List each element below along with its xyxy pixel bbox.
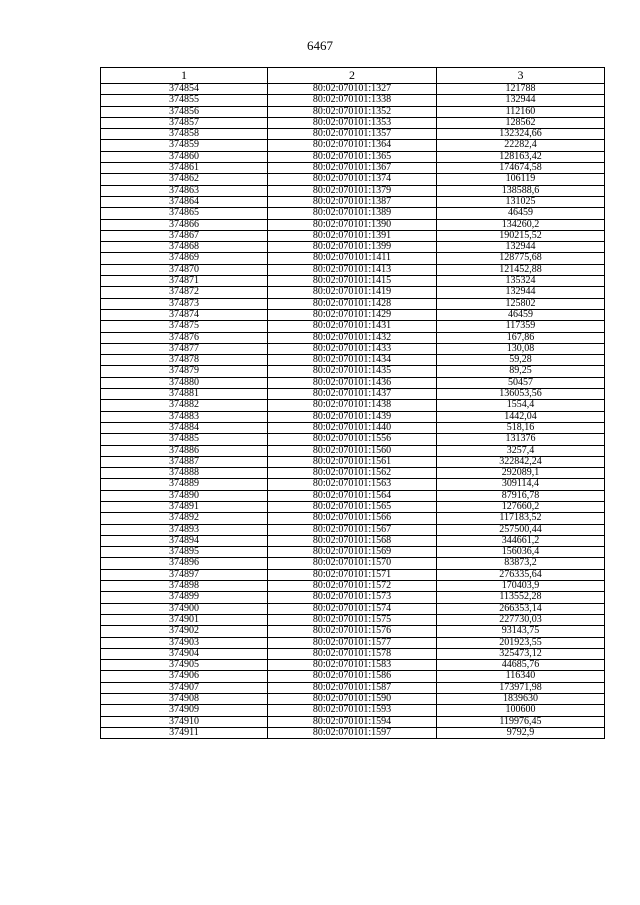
- row-number-cell: 374856: [101, 106, 268, 117]
- value-cell: 121788: [437, 84, 605, 95]
- cadastral-number-cell: 80:02:070101:1438: [268, 400, 437, 411]
- page-number: 6467: [307, 38, 333, 53]
- value-cell: 227730,03: [437, 614, 605, 625]
- row-number-cell: 374888: [101, 468, 268, 479]
- cadastral-number-cell: 80:02:070101:1390: [268, 219, 437, 230]
- row-number-cell: 374901: [101, 614, 268, 625]
- value-cell: 292089,1: [437, 468, 605, 479]
- row-number-cell: 374902: [101, 626, 268, 637]
- cadastral-number-cell: 80:02:070101:1565: [268, 501, 437, 512]
- value-cell: 276335,64: [437, 569, 605, 580]
- table-row: [101, 694, 605, 705]
- table-header: [101, 68, 605, 84]
- table-row: [101, 479, 605, 490]
- row-number-cell: 374890: [101, 490, 268, 501]
- value-cell: 22282,4: [437, 140, 605, 151]
- cadastral-number-cell: 80:02:070101:1431: [268, 321, 437, 332]
- row-number-cell: 374871: [101, 276, 268, 287]
- table-row: [101, 501, 605, 512]
- table-row: [101, 524, 605, 535]
- table-row: [101, 208, 605, 219]
- value-cell: 344661,2: [437, 535, 605, 546]
- row-number-cell: 374908: [101, 694, 268, 705]
- row-number-cell: 374855: [101, 95, 268, 106]
- table-row: [101, 422, 605, 433]
- cadastral-number-cell: 80:02:070101:1435: [268, 366, 437, 377]
- value-cell: 190215,52: [437, 230, 605, 241]
- table-row: [101, 163, 605, 174]
- cadastral-number-cell: 80:02:070101:1357: [268, 129, 437, 140]
- cadastral-number-cell: 80:02:070101:1327: [268, 84, 437, 95]
- table-row: [101, 547, 605, 558]
- cadastral-number-cell: 80:02:070101:1419: [268, 287, 437, 298]
- value-cell: 127660,2: [437, 501, 605, 512]
- row-number-cell: 374862: [101, 174, 268, 185]
- row-number-cell: 374877: [101, 343, 268, 354]
- value-cell: 89,25: [437, 366, 605, 377]
- cadastral-number-cell: 80:02:070101:1564: [268, 490, 437, 501]
- value-cell: 132324,66: [437, 129, 605, 140]
- table-row: [101, 253, 605, 264]
- row-number-cell: 374882: [101, 400, 268, 411]
- value-cell: 3257,4: [437, 445, 605, 456]
- value-cell: 156036,4: [437, 547, 605, 558]
- table-row: [101, 727, 605, 738]
- row-number-cell: 374878: [101, 355, 268, 366]
- table-row: [101, 716, 605, 727]
- cadastral-number-cell: 80:02:070101:1387: [268, 196, 437, 207]
- table-row: [101, 95, 605, 106]
- row-number-cell: 374904: [101, 648, 268, 659]
- row-number-cell: 374881: [101, 389, 268, 400]
- row-number-cell: 374906: [101, 671, 268, 682]
- table-row: [101, 671, 605, 682]
- value-cell: 121452,88: [437, 264, 605, 275]
- table-row: [101, 603, 605, 614]
- table-row: [101, 230, 605, 241]
- row-number-cell: 374889: [101, 479, 268, 490]
- value-cell: 170403,9: [437, 581, 605, 592]
- table-row: [101, 196, 605, 207]
- table-row: [101, 117, 605, 128]
- table-row: [101, 355, 605, 366]
- value-cell: 46459: [437, 208, 605, 219]
- value-cell: 87916,78: [437, 490, 605, 501]
- row-number-cell: 374893: [101, 524, 268, 535]
- cadastral-number-cell: 80:02:070101:1415: [268, 276, 437, 287]
- table-row: [101, 276, 605, 287]
- value-cell: 131376: [437, 434, 605, 445]
- cadastral-number-cell: 80:02:070101:1590: [268, 694, 437, 705]
- table-row: [101, 558, 605, 569]
- table-row: [101, 140, 605, 151]
- row-number-cell: 374880: [101, 377, 268, 388]
- row-number-cell: 374872: [101, 287, 268, 298]
- row-number-cell: 374869: [101, 253, 268, 264]
- row-number-cell: 374859: [101, 140, 268, 151]
- value-cell: 322842,24: [437, 456, 605, 467]
- value-cell: 113552,28: [437, 592, 605, 603]
- cadastral-number-cell: 80:02:070101:1569: [268, 547, 437, 558]
- row-number-cell: 374865: [101, 208, 268, 219]
- cadastral-number-cell: 80:02:070101:1562: [268, 468, 437, 479]
- value-cell: 131025: [437, 196, 605, 207]
- value-cell: 135324: [437, 276, 605, 287]
- cadastral-number-cell: 80:02:070101:1433: [268, 343, 437, 354]
- cadastral-number-cell: 80:02:070101:1593: [268, 705, 437, 716]
- row-number-cell: 374886: [101, 445, 268, 456]
- cadastral-number-cell: 80:02:070101:1560: [268, 445, 437, 456]
- cadastral-number-cell: 80:02:070101:1567: [268, 524, 437, 535]
- table-row: [101, 309, 605, 320]
- table-row: [101, 660, 605, 671]
- value-cell: 1442,04: [437, 411, 605, 422]
- row-number-cell: 374898: [101, 581, 268, 592]
- cadastral-number-cell: 80:02:070101:1439: [268, 411, 437, 422]
- table-body: [101, 84, 605, 739]
- cadastral-number-cell: 80:02:070101:1353: [268, 117, 437, 128]
- row-number-cell: 374867: [101, 230, 268, 241]
- header-row: [101, 68, 605, 84]
- value-cell: 59,28: [437, 355, 605, 366]
- row-number-cell: 374900: [101, 603, 268, 614]
- row-number-cell: 374860: [101, 151, 268, 162]
- value-cell: 309114,4: [437, 479, 605, 490]
- cadastral-number-cell: 80:02:070101:1374: [268, 174, 437, 185]
- cadastral-number-cell: 80:02:070101:1379: [268, 185, 437, 196]
- value-cell: 119976,45: [437, 716, 605, 727]
- cadastral-number-cell: 80:02:070101:1571: [268, 569, 437, 580]
- table-row: [101, 637, 605, 648]
- table-row: [101, 434, 605, 445]
- row-number-cell: 374876: [101, 332, 268, 343]
- value-cell: 128775,68: [437, 253, 605, 264]
- row-number-cell: 374854: [101, 84, 268, 95]
- cadastral-number-cell: 80:02:070101:1399: [268, 242, 437, 253]
- cadastral-number-cell: 80:02:070101:1586: [268, 671, 437, 682]
- value-cell: 125802: [437, 298, 605, 309]
- table-row: [101, 445, 605, 456]
- cadastral-number-cell: 80:02:070101:1338: [268, 95, 437, 106]
- column-header-1: 1: [101, 68, 268, 84]
- row-number-cell: 374903: [101, 637, 268, 648]
- table-row: [101, 129, 605, 140]
- value-cell: 50457: [437, 377, 605, 388]
- row-number-cell: 374897: [101, 569, 268, 580]
- cadastral-number-cell: 80:02:070101:1352: [268, 106, 437, 117]
- row-number-cell: 374911: [101, 727, 268, 738]
- cadastral-number-cell: 80:02:070101:1566: [268, 513, 437, 524]
- cadastral-number-cell: 80:02:070101:1440: [268, 422, 437, 433]
- column-header-2: 2: [268, 68, 437, 84]
- column-header-3: 3: [437, 68, 605, 84]
- cadastral-number-cell: 80:02:070101:1576: [268, 626, 437, 637]
- table-row: [101, 569, 605, 580]
- value-cell: 257500,44: [437, 524, 605, 535]
- cadastral-number-cell: 80:02:070101:1577: [268, 637, 437, 648]
- cadastral-number-cell: 80:02:070101:1364: [268, 140, 437, 151]
- row-number-cell: 374899: [101, 592, 268, 603]
- row-number-cell: 374910: [101, 716, 268, 727]
- value-cell: 44685,76: [437, 660, 605, 671]
- row-number-cell: 374895: [101, 547, 268, 558]
- cadastral-number-cell: 80:02:070101:1434: [268, 355, 437, 366]
- value-cell: 1839630: [437, 694, 605, 705]
- value-cell: 93143,75: [437, 626, 605, 637]
- value-cell: 201923,55: [437, 637, 605, 648]
- table-row: [101, 174, 605, 185]
- cadastral-number-cell: 80:02:070101:1389: [268, 208, 437, 219]
- table-row: [101, 513, 605, 524]
- row-number-cell: 374873: [101, 298, 268, 309]
- table-row: [101, 581, 605, 592]
- table-row: [101, 242, 605, 253]
- row-number-cell: 374857: [101, 117, 268, 128]
- row-number-cell: 374858: [101, 129, 268, 140]
- cadastral-number-cell: 80:02:070101:1563: [268, 479, 437, 490]
- row-number-cell: 374909: [101, 705, 268, 716]
- table-row: [101, 490, 605, 501]
- row-number-cell: 374864: [101, 196, 268, 207]
- table-row: [101, 468, 605, 479]
- value-cell: 173971,98: [437, 682, 605, 693]
- row-number-cell: 374885: [101, 434, 268, 445]
- row-number-cell: 374861: [101, 163, 268, 174]
- row-number-cell: 374884: [101, 422, 268, 433]
- row-number-cell: 374883: [101, 411, 268, 422]
- row-number-cell: 374866: [101, 219, 268, 230]
- cadastral-number-cell: 80:02:070101:1583: [268, 660, 437, 671]
- value-cell: 112160: [437, 106, 605, 117]
- value-cell: 325473,12: [437, 648, 605, 659]
- row-number-cell: 374905: [101, 660, 268, 671]
- value-cell: 117183,52: [437, 513, 605, 524]
- cadastral-number-cell: 80:02:070101:1587: [268, 682, 437, 693]
- table-row: [101, 343, 605, 354]
- table-row: [101, 400, 605, 411]
- cadastral-number-cell: 80:02:070101:1429: [268, 309, 437, 320]
- table-row: [101, 151, 605, 162]
- value-cell: 167,86: [437, 332, 605, 343]
- row-number-cell: 374887: [101, 456, 268, 467]
- cadastral-number-cell: 80:02:070101:1391: [268, 230, 437, 241]
- value-cell: 130,08: [437, 343, 605, 354]
- value-cell: 128163,42: [437, 151, 605, 162]
- table-row: [101, 535, 605, 546]
- value-cell: 83873,2: [437, 558, 605, 569]
- table-row: [101, 264, 605, 275]
- value-cell: 174674,58: [437, 163, 605, 174]
- value-cell: 266353,14: [437, 603, 605, 614]
- cadastral-number-cell: 80:02:070101:1411: [268, 253, 437, 264]
- table-row: [101, 648, 605, 659]
- cadastral-number-cell: 80:02:070101:1578: [268, 648, 437, 659]
- value-cell: 518,16: [437, 422, 605, 433]
- cadastral-number-cell: 80:02:070101:1556: [268, 434, 437, 445]
- value-cell: 136053,56: [437, 389, 605, 400]
- row-number-cell: 374863: [101, 185, 268, 196]
- table-row: [101, 298, 605, 309]
- cadastral-number-cell: 80:02:070101:1436: [268, 377, 437, 388]
- value-cell: 138588,6: [437, 185, 605, 196]
- cadastral-number-cell: 80:02:070101:1428: [268, 298, 437, 309]
- cadastral-number-cell: 80:02:070101:1597: [268, 727, 437, 738]
- value-cell: 116340: [437, 671, 605, 682]
- row-number-cell: 374896: [101, 558, 268, 569]
- value-cell: 106119: [437, 174, 605, 185]
- table-row: [101, 456, 605, 467]
- table-row: [101, 321, 605, 332]
- row-number-cell: 374894: [101, 535, 268, 546]
- value-cell: 100600: [437, 705, 605, 716]
- row-number-cell: 374870: [101, 264, 268, 275]
- table-row: [101, 705, 605, 716]
- cadastral-number-cell: 80:02:070101:1367: [268, 163, 437, 174]
- value-cell: 1554,4: [437, 400, 605, 411]
- value-cell: 134260,2: [437, 219, 605, 230]
- cadastral-number-cell: 80:02:070101:1568: [268, 535, 437, 546]
- cadastral-number-cell: 80:02:070101:1561: [268, 456, 437, 467]
- table-row: [101, 682, 605, 693]
- table-row: [101, 614, 605, 625]
- cadastral-number-cell: 80:02:070101:1573: [268, 592, 437, 603]
- cadastral-number-cell: 80:02:070101:1570: [268, 558, 437, 569]
- cadastral-number-cell: 80:02:070101:1432: [268, 332, 437, 343]
- row-number-cell: 374892: [101, 513, 268, 524]
- row-number-cell: 374879: [101, 366, 268, 377]
- value-cell: 132944: [437, 287, 605, 298]
- row-number-cell: 374868: [101, 242, 268, 253]
- row-number-cell: 374875: [101, 321, 268, 332]
- table-row: [101, 592, 605, 603]
- table-row: [101, 411, 605, 422]
- value-cell: 132944: [437, 242, 605, 253]
- table-row: [101, 377, 605, 388]
- table-row: [101, 626, 605, 637]
- table-row: [101, 84, 605, 95]
- table-row: [101, 332, 605, 343]
- cadastral-number-cell: 80:02:070101:1575: [268, 614, 437, 625]
- cadastral-number-cell: 80:02:070101:1365: [268, 151, 437, 162]
- value-cell: 128562: [437, 117, 605, 128]
- row-number-cell: 374874: [101, 309, 268, 320]
- value-cell: 117359: [437, 321, 605, 332]
- table-row: [101, 389, 605, 400]
- table-row: [101, 106, 605, 117]
- row-number-cell: 374907: [101, 682, 268, 693]
- table-row: [101, 287, 605, 298]
- table-row: [101, 219, 605, 230]
- cadastral-number-cell: 80:02:070101:1574: [268, 603, 437, 614]
- data-table: [100, 67, 605, 739]
- cadastral-number-cell: 80:02:070101:1413: [268, 264, 437, 275]
- value-cell: 9792,9: [437, 727, 605, 738]
- value-cell: 132944: [437, 95, 605, 106]
- cadastral-number-cell: 80:02:070101:1594: [268, 716, 437, 727]
- row-number-cell: 374891: [101, 501, 268, 512]
- table-row: [101, 366, 605, 377]
- value-cell: 46459: [437, 309, 605, 320]
- cadastral-number-cell: 80:02:070101:1437: [268, 389, 437, 400]
- cadastral-number-cell: 80:02:070101:1572: [268, 581, 437, 592]
- table-row: [101, 185, 605, 196]
